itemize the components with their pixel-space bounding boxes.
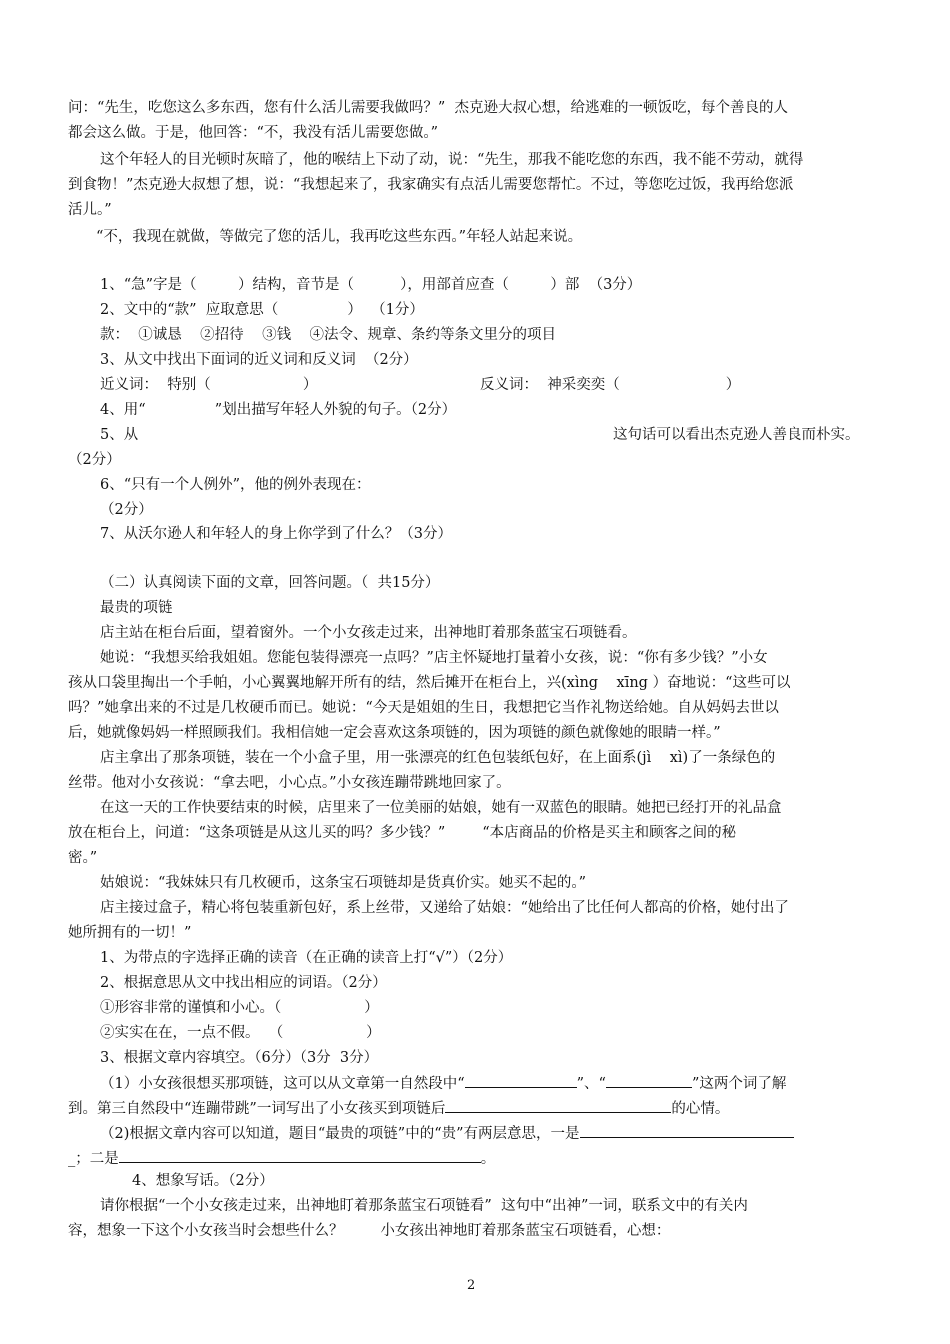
blank-4[interactable] [580, 1123, 794, 1138]
q1-underline-task: 4、用“ ”划出描写年轻人外貌的句子。（2分） [100, 402, 457, 418]
blank-1[interactable] [465, 1073, 577, 1088]
q1-synonym-item: 近义词： 特别（ ） [100, 377, 318, 393]
section2-heading: （二）认真阅读下面的文章，回答问题。（ 共15分） [100, 575, 440, 591]
section2-s2d: 后，她就像妈妈一样照顾我们。我相信她一定会喜欢这条项链的，因为项链的颜色就像她的眼睛一样。” [68, 725, 721, 741]
section2-s2b: 孩从口袋里掏出一个手帕，小心翼翼地解开所有的结，然后摊开在柜台上，兴(xìng xīng ）奋地说：“这些可以 [68, 675, 791, 691]
q1-structure: 1、“急”字是（ ）结构，音节是（ ），用部首应查（ ）部 （3分） [100, 277, 642, 293]
passage1-p2c: 活儿。” [68, 202, 112, 218]
section2-title: 最贵的项链 [100, 600, 173, 616]
section2-s3b: 丝带。他对小女孩说：“拿去吧，小心点。”小女孩连蹦带跳地回家了。 [68, 775, 511, 791]
passage1-p3: “不，我现在就做，等做完了您的活儿，我再吃这些东西。”年轻人站起来说。 [96, 229, 583, 245]
passage1-p1b: 都会这么做。于是，他回答：“不，我没有活儿需要您做。” [68, 125, 439, 141]
blank-5[interactable] [119, 1148, 481, 1163]
passage1-p2b: 到食物！”杰克逊大叔想了想，说：“我想起来了，我家确实有点活儿需要您帮忙。不过，等您吃过饭，我再给您派 [68, 177, 794, 193]
section2-s6a: 店主接过盒子，精心将包装重新包好，系上丝带，又递给了姑娘：“她给出了比任何人都高的价格，她付出了 [100, 900, 789, 916]
section2-s3a: 店主拿出了那条项链，装在一个小盒子里，用一张漂亮的红色包装纸包好，在上面系(jì xì)了一条绿色的 [100, 750, 776, 766]
passage1-p1a: 问：“先生，吃您这么多东西，您有什么活儿需要我做吗？” 杰克逊大叔心想，给逃难的一顿饭吃，每个善良的人 [68, 100, 789, 116]
q1-kuan-options: 款： ①诚恳 ②招待 ③钱 ④法令、规章、条约等条文里分的项目 [100, 327, 557, 343]
section2-s5: 姑娘说：“我妹妹只有几枚硬币，这条宝石项链却是货真价实。她买不起的。” [100, 875, 587, 891]
q2-fill-1b: 到。第三自然段中“连蹦带跳”一词写出了小女孩买到项链后 的心情。 [68, 1098, 729, 1119]
q2-find-words-b: ②实实在在，一点不假。 （ ） [100, 1025, 381, 1041]
q1-q6: 6、“只有一个人例外”，他的例外表现在： [100, 477, 371, 493]
section2-s2a: 她说：“我想买给我姐姐。您能包装得漂亮一点吗？”店主怀疑地打量着小女孩，说：“你有多少钱？”小女 [100, 650, 768, 666]
q1-q6-score: （2分） [100, 502, 153, 518]
q1-kuan-meaning: 2、文中的“款” 应取意思（ ） （1分） [100, 302, 424, 318]
q2-find-words-a: ①形容非常的谨慎和小心。（ ） [100, 1000, 379, 1016]
section2-s6b: 她所拥有的一切！” [68, 925, 192, 941]
passage1-p2a: 这个年轻人的目光顿时灰暗了，他的喉结上下动了动，说：“先生，那我不能吃您的东西，我不能不劳动，就得 [100, 152, 804, 168]
q2-fill-1a: （1）小女孩很想买那项链，这可以从文章第一自然段中“ ”、“ ”这两个词了解 [100, 1073, 786, 1094]
section2-s2c: 吗？”她拿出来的不过是几枚硬币而已。她说：“今天是姐姐的生日，我想把它当作礼物送给她。自从妈妈去世以 [68, 700, 779, 716]
q1-q7: 7、从沃尔逊人和年轻人的身上你学到了什么？（3分） [100, 526, 452, 542]
q2-imagine: 4、想象写话。（2分） [132, 1173, 274, 1189]
page-number: 2 [467, 1278, 476, 1293]
section2-s4c: 密。” [68, 850, 98, 866]
q2-fill-in: 3、根据文章内容填空。（6分）（3分 3分） [100, 1050, 379, 1066]
section2-s4b: 放在柜台上，问道：“这条项链是从这儿买的吗？多少钱？” “本店商品的价格是买主和顾客之间的秘 [68, 825, 737, 841]
section2-s1: 店主站在柜台后面，望着窗外。一个小女孩走过来，出神地盯着那条蓝宝石项链看。 [100, 625, 637, 641]
q2-imagine-b: 容，想象一下这个小女孩当时会想些什么？ 小女孩出神地盯着那条蓝宝石项链看，心想： [68, 1223, 671, 1239]
q2-fill-2a: （2)根据文章内容可以知道，题目“最贵的项链”中的“贵”有两层意思，一是 [100, 1123, 794, 1144]
q1-q5-start: 5、从 [100, 427, 139, 443]
q1-q5-score: （2分） [68, 452, 121, 468]
section2-s4a: 在这一天的工作快要结束的时候，店里来了一位美丽的姑娘，她有一双蓝色的眼睛。她把已经打开的礼品盒 [100, 800, 782, 816]
q2-find-words: 2、根据意思从文中找出相应的词语。（2分） [100, 975, 387, 991]
q2-fill-2b: _；二是 。 [68, 1148, 495, 1169]
q2-imagine-a: 请你根据“一个小女孩走过来，出神地盯着那条蓝宝石项链看” 这句中“出神”一词，联系文中的有关内 [100, 1198, 748, 1214]
blank-3[interactable] [445, 1098, 671, 1113]
blank-2[interactable] [606, 1073, 692, 1088]
q1-antonym-item: 反义词： 神采奕奕（ ） [480, 377, 741, 393]
q2-pronunciation: 1、为带点的字选择正确的读音（在正确的读音上打“√”）（2分） [100, 950, 513, 966]
q1-synonyms: 3、从文中找出下面词的近义词和反义词 （2分） [100, 352, 418, 368]
q1-q5-end: 这句话可以看出杰克逊人善良而朴实。 [613, 427, 860, 443]
